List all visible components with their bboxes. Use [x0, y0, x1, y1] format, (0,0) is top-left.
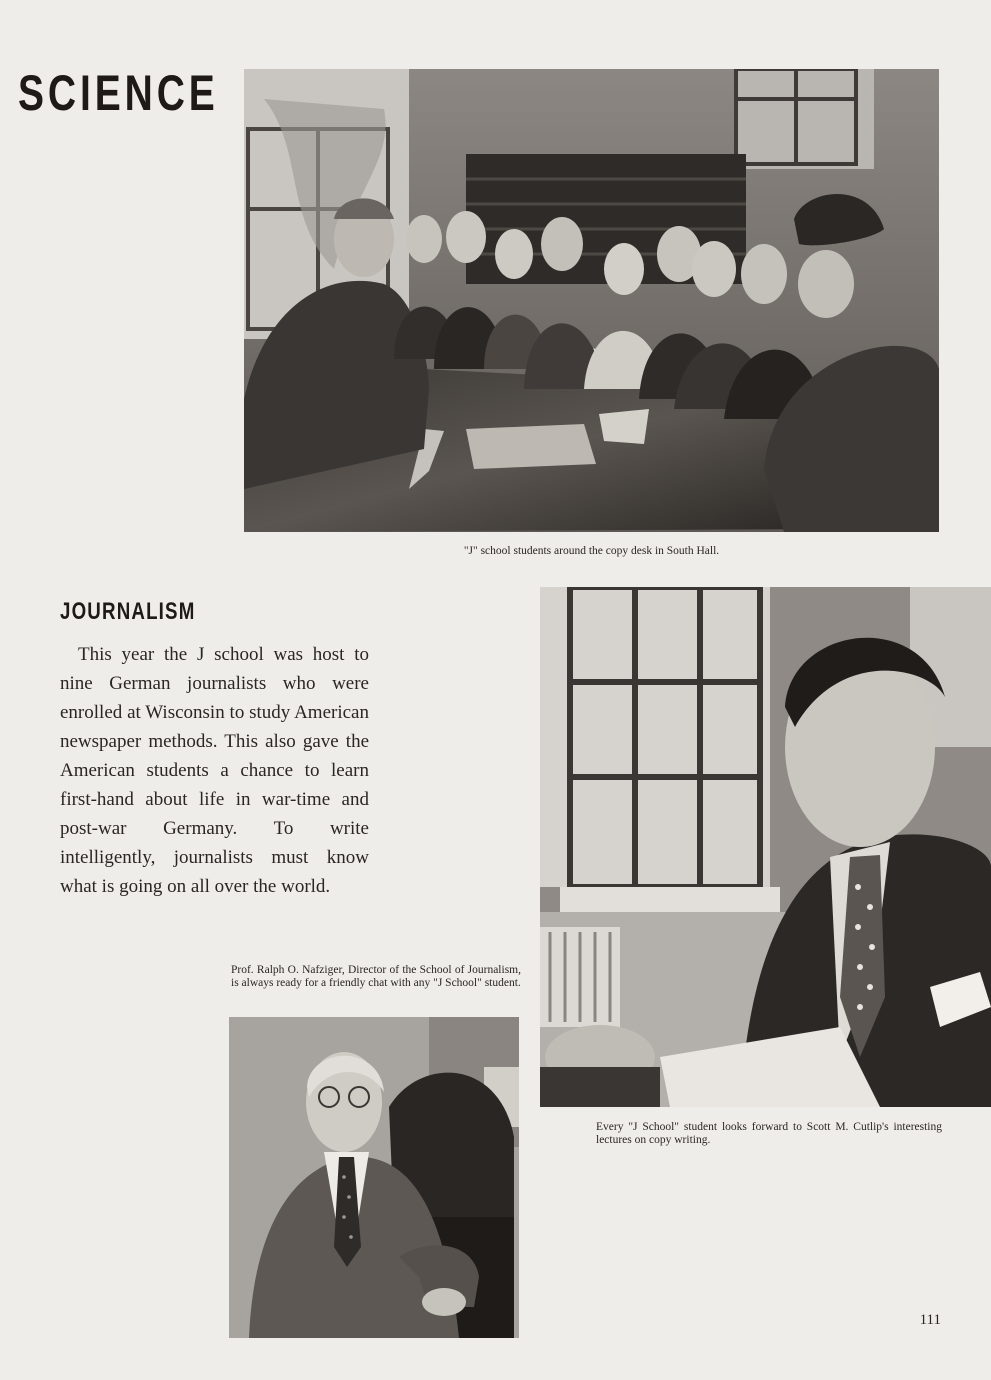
- section-title: SCIENCE: [18, 65, 219, 121]
- article-body: This year the J school was host to nine German journalists who were enrolled at Wisconsin to study American newspaper methods. This also gave the American students a chance to learn first-hand about life in war-time and post-war Germany. To write intelligently, journalists must know what is going on all over the world.: [60, 644, 369, 897]
- section-heading: JOURNALISM: [60, 598, 196, 625]
- cutlip-portrait-photo: [540, 587, 991, 1107]
- page-number: 111: [919, 1312, 941, 1328]
- nafziger-photo-caption: Prof. Ralph O. Nafziger, Director of the School of Journalism, is always ready for a friendly chat with any "J School" student.: [231, 964, 521, 989]
- nafziger-portrait-photo: [229, 1017, 519, 1338]
- students-photo-caption: "J" school students around the copy desk in South Hall.: [463, 545, 720, 557]
- students-copy-desk-photo: [244, 69, 939, 532]
- cutlip-photo-caption: Every "J School" student looks forward to Scott M. Cutlip's interesting lectures on copy writing.: [596, 1121, 942, 1146]
